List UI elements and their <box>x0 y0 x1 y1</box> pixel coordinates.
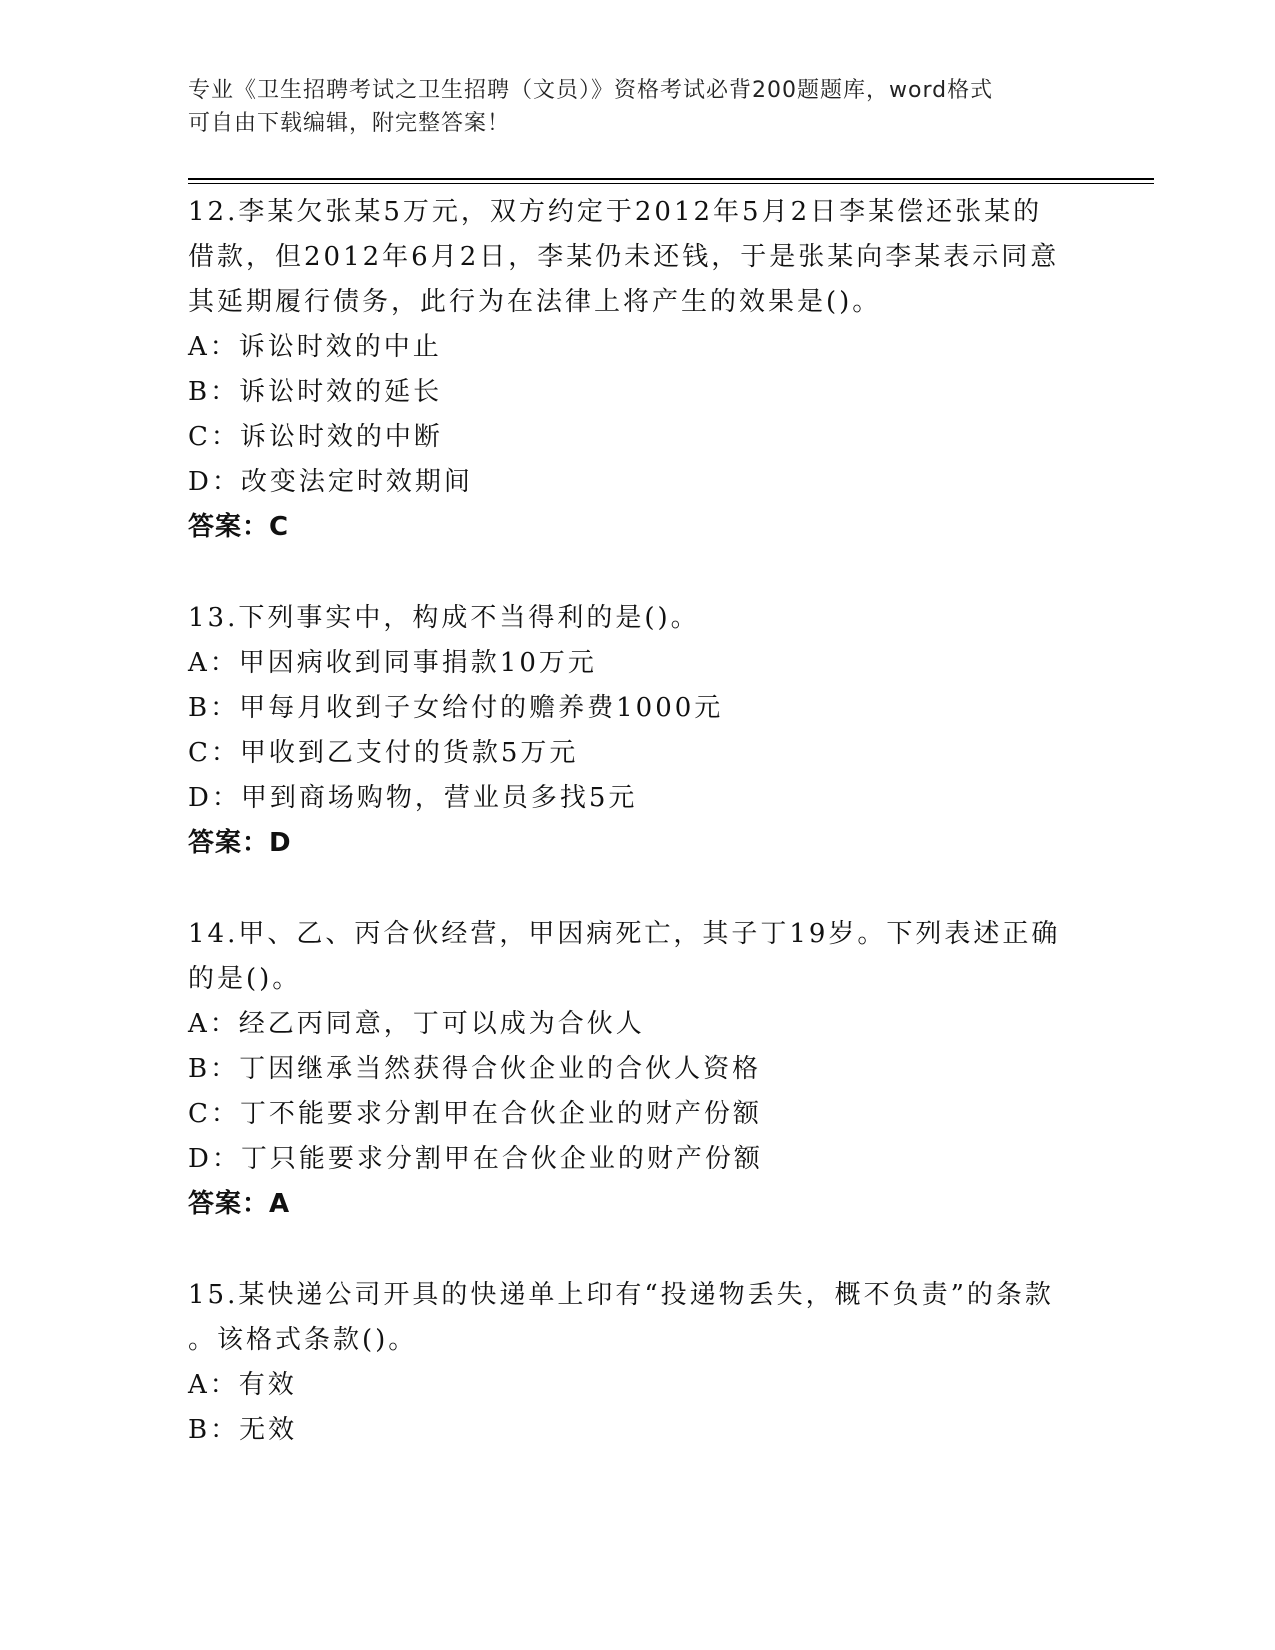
option-b: B：无效 <box>188 1415 298 1445</box>
header-divider-thin <box>188 183 1154 184</box>
question-15 <box>188 1273 1088 1453</box>
option-d: D：丁只能要求分割甲在合伙企业的财产份额 <box>188 1144 763 1174</box>
header-line-1: 专业《卫生招聘考试之卫生招聘（文员）》资格考试必背200题题库，word格式 <box>188 78 994 103</box>
option-b: B：丁因继承当然获得合伙企业的合伙人资格 <box>188 1054 762 1084</box>
option-d: D：改变法定时效期间 <box>188 467 473 497</box>
option-a: A：诉讼时效的中止 <box>188 332 442 362</box>
question-stem-line: 。该格式条款()。 <box>188 1325 418 1355</box>
question-12 <box>188 190 1088 550</box>
option-a: A：有效 <box>188 1370 297 1400</box>
question-stem-line: 借款，但2012年6月2日，李某仍未还钱，于是张某向李某表示同意 <box>188 242 1060 272</box>
question-stem-line: 其延期履行债务，此行为在法律上将产生的效果是()。 <box>188 287 882 317</box>
question-stem-line: 14.甲、乙、丙合伙经营，甲因病死亡，其子丁19岁。下列表述正确 <box>188 919 1061 949</box>
option-a: A：经乙丙同意，丁可以成为合伙人 <box>188 1009 645 1039</box>
question-stem-line: 的是()。 <box>188 964 302 994</box>
option-c: C：诉讼时效的中断 <box>188 422 443 452</box>
option-b: B：甲每月收到子女给付的赡养费1000元 <box>188 693 724 723</box>
question-14 <box>188 912 1088 1227</box>
document-header <box>188 74 1068 140</box>
option-b: B：诉讼时效的延长 <box>188 377 443 407</box>
option-a: A：甲因病收到同事捐款10万元 <box>188 648 597 678</box>
header-divider-thick <box>188 178 1154 180</box>
question-stem-line: 15.某快递公司开具的快递单上印有“投递物丢失，概不负责”的条款 <box>188 1280 1054 1310</box>
question-stem-line: 12.李某欠张某5万元，双方约定于2012年5月2日李某偿还张某的 <box>188 197 1043 227</box>
option-d: D：甲到商场购物，营业员多找5元 <box>188 783 638 813</box>
answer-text: 答案：C <box>188 512 290 542</box>
question-list <box>188 190 1088 1499</box>
option-c: C：甲收到乙支付的货款5万元 <box>188 738 579 768</box>
option-c: C：丁不能要求分割甲在合伙企业的财产份额 <box>188 1099 762 1129</box>
question-stem-line: 13.下列事实中，构成不当得利的是()。 <box>188 603 700 633</box>
answer-text: 答案：D <box>188 828 292 858</box>
header-line-2: 可自由下载编辑，附完整答案！ <box>188 111 511 136</box>
question-13 <box>188 596 1088 866</box>
answer-text: 答案：A <box>188 1189 291 1219</box>
